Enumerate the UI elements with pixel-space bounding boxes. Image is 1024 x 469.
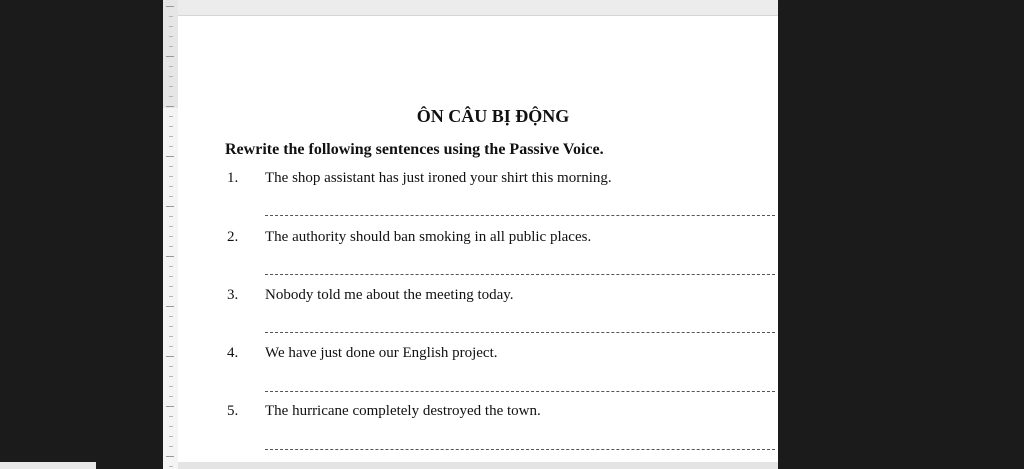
item-number: 3. <box>227 287 239 303</box>
ruler-tick <box>169 246 173 247</box>
ruler-tick <box>166 306 174 307</box>
item-number: 2. <box>227 229 239 245</box>
ruler-tick <box>169 446 173 447</box>
ruler-tick <box>169 396 173 397</box>
ruler-tick <box>166 406 174 407</box>
ruler-tick <box>166 256 174 257</box>
document-page[interactable] <box>178 0 778 469</box>
ruler-tick <box>169 186 173 187</box>
ruler-tick <box>169 136 173 137</box>
answer-line[interactable] <box>265 449 775 450</box>
ruler-tick <box>169 176 173 177</box>
ruler-tick <box>169 16 173 17</box>
item-sentence: The hurricane completely destroyed the town. <box>265 403 541 419</box>
ruler-tick <box>169 196 173 197</box>
ruler-tick <box>169 466 173 467</box>
page-bottom-bar <box>178 462 778 469</box>
ruler-tick <box>166 456 174 457</box>
ruler-tick <box>169 76 173 77</box>
item-number: 4. <box>227 345 239 361</box>
item-sentence: Nobody told me about the meeting today. <box>265 287 514 303</box>
taskbar-fragment <box>0 462 96 469</box>
ruler-tick <box>169 236 173 237</box>
ruler-tick <box>169 116 173 117</box>
ruler-tick <box>169 216 173 217</box>
item-sentence: We have just done our English project. <box>265 345 498 361</box>
exercise-instruction: Rewrite the following sentences using the Passive Voice. <box>225 141 604 158</box>
ruler-tick <box>169 146 173 147</box>
ruler-tick <box>169 286 173 287</box>
answer-line[interactable] <box>265 332 775 333</box>
ruler-tick <box>169 276 173 277</box>
ruler-tick <box>169 266 173 267</box>
ruler-tick <box>169 316 173 317</box>
document-title: ÔN CÂU BỊ ĐỘNG <box>416 106 570 126</box>
ruler-tick <box>169 126 173 127</box>
left-background <box>0 0 163 469</box>
ruler-tick <box>169 226 173 227</box>
item-number: 1. <box>227 170 239 186</box>
right-background <box>778 0 1024 469</box>
ruler-tick <box>169 416 173 417</box>
vertical-ruler[interactable] <box>163 0 179 469</box>
page-top-margin <box>178 0 778 16</box>
ruler-tick <box>166 356 174 357</box>
ruler-tick <box>169 46 173 47</box>
ruler-tick <box>166 106 174 107</box>
answer-line[interactable] <box>265 391 775 392</box>
ruler-tick <box>169 346 173 347</box>
ruler-tick <box>169 326 173 327</box>
ruler-tick <box>169 426 173 427</box>
ruler-tick <box>169 36 173 37</box>
ruler-tick <box>169 366 173 367</box>
answer-line[interactable] <box>265 215 775 216</box>
ruler-tick <box>166 56 174 57</box>
ruler-tick <box>166 156 174 157</box>
item-number: 5. <box>227 403 239 419</box>
ruler-tick <box>169 166 173 167</box>
ruler-tick <box>169 26 173 27</box>
ruler-tick <box>169 86 173 87</box>
ruler-tick <box>166 206 174 207</box>
ruler-tick <box>169 66 173 67</box>
ruler-tick <box>169 336 173 337</box>
ruler-tick <box>169 386 173 387</box>
ruler-tick <box>169 436 173 437</box>
ruler-tick <box>169 376 173 377</box>
item-sentence: The authority should ban smoking in all public places. <box>265 229 592 245</box>
ruler-tick <box>169 296 173 297</box>
item-sentence: The shop assistant has just ironed your shirt this morning. <box>265 170 612 186</box>
answer-line[interactable] <box>265 274 775 275</box>
ruler-tick <box>169 96 173 97</box>
ruler-tick <box>166 6 174 7</box>
